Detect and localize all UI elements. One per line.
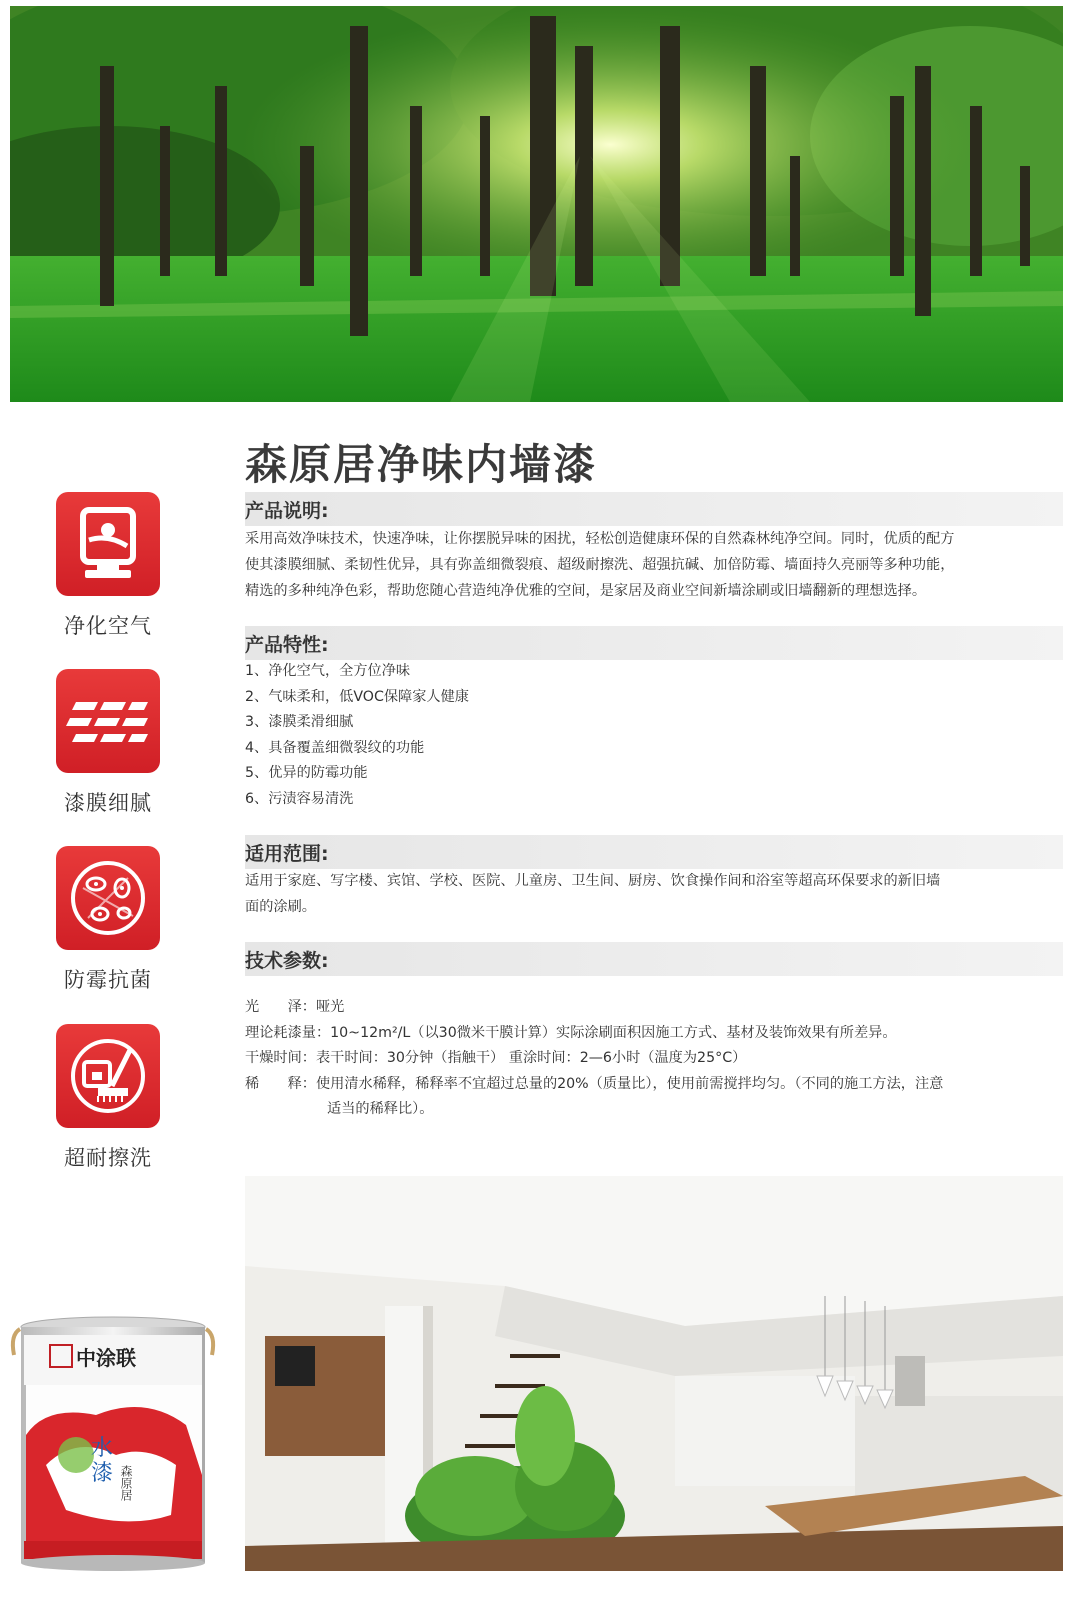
feature-smooth-film [56, 669, 160, 817]
characteristics-heading: 产品特性: [245, 634, 329, 656]
interior-room-image [245, 1176, 1063, 1571]
scope-header [245, 835, 1063, 869]
scope-line: 面的涂刷。 [245, 899, 316, 915]
param-gloss: 光 泽：哑光 [245, 999, 345, 1015]
scope-text [245, 868, 1067, 920]
feature-air-purify [56, 492, 160, 640]
bucket-series: 森原居 [119, 1465, 133, 1501]
description-header [245, 492, 1063, 526]
feature-label: 净化空气 [64, 614, 152, 638]
list-item: 5、优异的防霉功能 [245, 765, 368, 781]
smooth-film-icon [56, 669, 160, 773]
scrub-resistant-icon [56, 1024, 160, 1128]
scope-heading: 适用范围: [245, 843, 329, 865]
bucket-product-a: 水 [91, 1436, 114, 1461]
bucket-product-b: 漆 [91, 1461, 114, 1486]
forest-banner-image [10, 6, 1063, 402]
tech-header [245, 942, 1063, 976]
list-item: 3、漆膜柔滑细腻 [245, 714, 354, 730]
air-purifier-icon [56, 492, 160, 596]
param-dilution: 稀 释：使用清水稀释，稀释率不宜超过总量的20%（质量比），使用前需搅拌均匀。（不同的施工方法，注意 [245, 1075, 944, 1092]
feature-label: 防霉抗菌 [64, 968, 152, 992]
description-text [245, 526, 1067, 604]
list-item: 2、气味柔和，低VOC保障家人健康 [245, 688, 469, 705]
tech-heading: 技术参数: [245, 950, 329, 972]
characteristics-header [245, 626, 1063, 660]
feature-scrub-resistant [56, 1024, 160, 1172]
param-drying: 干燥时间：表干时间：30分钟（指触干） 重涂时间：2—6小时（温度为25°C） [245, 1050, 747, 1066]
description-line: 采用高效净味技术，快速净味，让你摆脱异味的困扰，轻松创造健康环保的自然森林纯净空间。同时，优质的配方 [245, 531, 955, 547]
tech-params [245, 995, 1070, 1123]
feature-antibacterial [56, 846, 160, 994]
page-title: 森原居净味内墙漆 [245, 440, 598, 489]
feature-label: 漆膜细腻 [64, 791, 152, 815]
param-coverage: 理论耗漆量：10~12m²/L（以30微米干膜计算）实际涂刷面积因施工方式、基材及装饰效果有所差异。 [245, 1024, 897, 1041]
characteristics-list [245, 659, 469, 812]
feature-label: 超耐擦洗 [64, 1146, 152, 1170]
description-line: 精选的多种纯净色彩，帮助您随心营造纯净优雅的空间，是家居及商业空间新墙涂刷或旧墙翻新的理想选择。 [245, 583, 927, 599]
bucket-brand: 中涂联 [76, 1346, 136, 1370]
list-item: 6、污渍容易清洗 [245, 790, 354, 807]
antibacterial-icon [56, 846, 160, 950]
list-item: 1、净化空气，全方位净味 [245, 663, 411, 679]
description-heading: 产品说明: [245, 500, 329, 522]
scope-line: 适用于家庭、写字楼、宾馆、学校、医院、儿童房、卫生间、厨房、饮食操作间和浴室等超高环保要求的新旧墙 [245, 873, 941, 889]
list-item: 4、具备覆盖细微裂纹的功能 [245, 739, 425, 756]
param-dilution-cont: 适当的稀释比）。 [327, 1101, 434, 1117]
paint-bucket-image [6, 1315, 220, 1577]
description-line: 使其漆膜细腻、柔韧性优异，具有弥盖细微裂痕、超级耐擦洗、超强抗碱、加倍防霉、墙面持久亮丽等多种功能， [245, 557, 955, 573]
